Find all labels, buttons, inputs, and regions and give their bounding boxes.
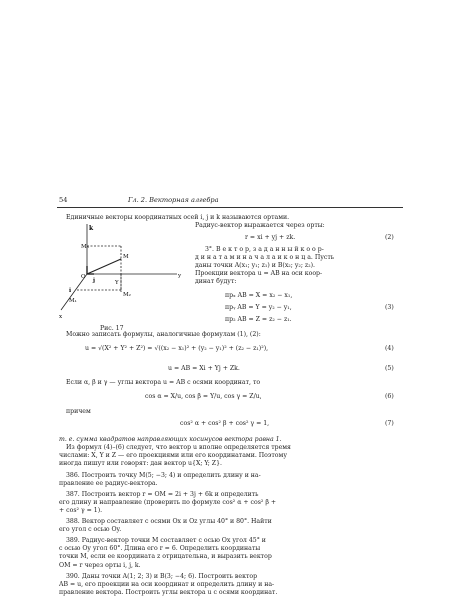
exercise-390-cont: AB = u, его проекции на оси координат и определить длину и на- [59, 581, 275, 588]
coordinate-figure [57, 224, 187, 324]
m1-label: M₁ [69, 298, 77, 304]
text-line: 3°. В е к т о р, з а д а н н ы й к о о р- [205, 246, 324, 253]
exercise-389-cont: с осью Oy угол 60°. Длина его r = 6. Определить координаты [59, 545, 261, 552]
formula-5: u = AB = Xi + Yj + Zk. [168, 365, 240, 372]
x-axis-label: x [59, 314, 63, 320]
exercise-386-cont: правление ее радиус-вектора. [59, 480, 158, 487]
projection-y: прᵧ AB = Y = y₂ − y₁, [225, 304, 292, 311]
k-label: k [89, 225, 94, 232]
text-line: даны точки A(x₁; y₁; z₁) и B(x₂; y₂; z₂). [195, 262, 315, 269]
exercise-390: 390. Даны точки A(1; 2; 3) и B(3; −4; 6). Построить вектор [66, 573, 258, 580]
text-line: Если α, β и γ — углы вектора u = AB с осями координат, то [66, 379, 261, 386]
eq-number: (4) [385, 345, 394, 352]
text-line: Радиус-вектор выражается через орты: [195, 222, 325, 229]
page-number: 54 [59, 196, 68, 204]
y-coord-label: Y [115, 280, 119, 286]
figure-caption: Рис. 17 [100, 325, 124, 332]
exercise-386: 386. Построить точку M(5; −3; 4) и определить длину и на- [66, 472, 261, 479]
i-label: i [69, 288, 72, 294]
exercise-387-cont: + cos² γ = 1). [59, 507, 103, 514]
o-label: O [81, 274, 86, 280]
exercise-387-cont: его длину и направление (проверить по формуле cos² α + cos² β + [59, 499, 277, 506]
chapter-title: Гл. 2. Векторная алгебра [128, 196, 219, 204]
text-line: Проекции вектора u = AB на оси коор- [195, 270, 323, 277]
m-label: M [123, 254, 129, 260]
y-axis-label: y [178, 273, 182, 279]
projection-z: пр₂ AB = Z = z₂ − z₁. [225, 316, 292, 323]
text-line: Из формул (4)–(6) следует, что вектор u вполне определяется тремя [66, 444, 291, 451]
m3-label: M₃ [81, 244, 89, 250]
eq-number: (6) [385, 393, 394, 400]
m2-label: M₂ [123, 292, 131, 298]
formula-6: cos α = X/u, cos β = Y/u, cos γ = Z/u, [145, 393, 262, 400]
eq-number: (3) [385, 304, 394, 311]
text-line: Можно записать формулы, аналогичные формулам (1), (2): [66, 331, 261, 338]
text-line: д и н а т а м и н а ч а л а и к о н ц а. Пусть [195, 254, 335, 261]
text-line: т. е. сумма квадратов направляющих косинусов вектора равна 1. [59, 436, 282, 443]
eq-number: (7) [385, 420, 394, 427]
exercise-387: 387. Построить вектор r = OM = 2i + 3j + 6k и определить [66, 491, 259, 498]
header-rule [57, 207, 403, 208]
exercise-390-cont: правление вектора. Построить углы вектора u с осями координат. [59, 589, 278, 596]
exercise-389-cont: точки M, если ее координата z отрицательна, и выразить вектор [59, 553, 272, 560]
j-label: j [93, 278, 95, 284]
eq-number: (5) [385, 365, 394, 372]
text-line: динат будут: [195, 278, 237, 285]
text-line: числами: X, Y и Z — его проекциями или его координатами. Поэтому [59, 452, 287, 459]
text-line: иногда пишут или говорят: дан вектор u{X; Y; Z}. [59, 460, 223, 467]
eq-number: (2) [385, 234, 394, 241]
text-line: Единичные векторы координатных осей i, j и k называются ортами. [66, 214, 290, 221]
exercise-389-cont: OM = r через орты i, j, k. [59, 562, 141, 569]
exercise-388-cont: его угол с осью Oy. [59, 526, 122, 533]
text-line: причем [66, 408, 91, 415]
exercise-388: 388. Вектор составляет с осями Ox и Oz углы 40° и 80°. Найти [66, 518, 272, 525]
projection-x: прₓ AB = X = x₂ − x₁, [225, 292, 293, 299]
formula-7: cos² α + cos² β + cos² γ = 1, [180, 420, 270, 427]
radius-vector [87, 259, 121, 274]
exercise-389: 389. Радиус-вектор точки M составляет с осью Ox угол 45° и [66, 537, 266, 544]
formula-4: u = √(X² + Y² + Z²) = √((x₂ − x₁)² + (y₂ − y₁)² + (z₂ − z₁)²), [85, 345, 269, 352]
formula-2: r = xi + yj + zk. [245, 234, 296, 241]
